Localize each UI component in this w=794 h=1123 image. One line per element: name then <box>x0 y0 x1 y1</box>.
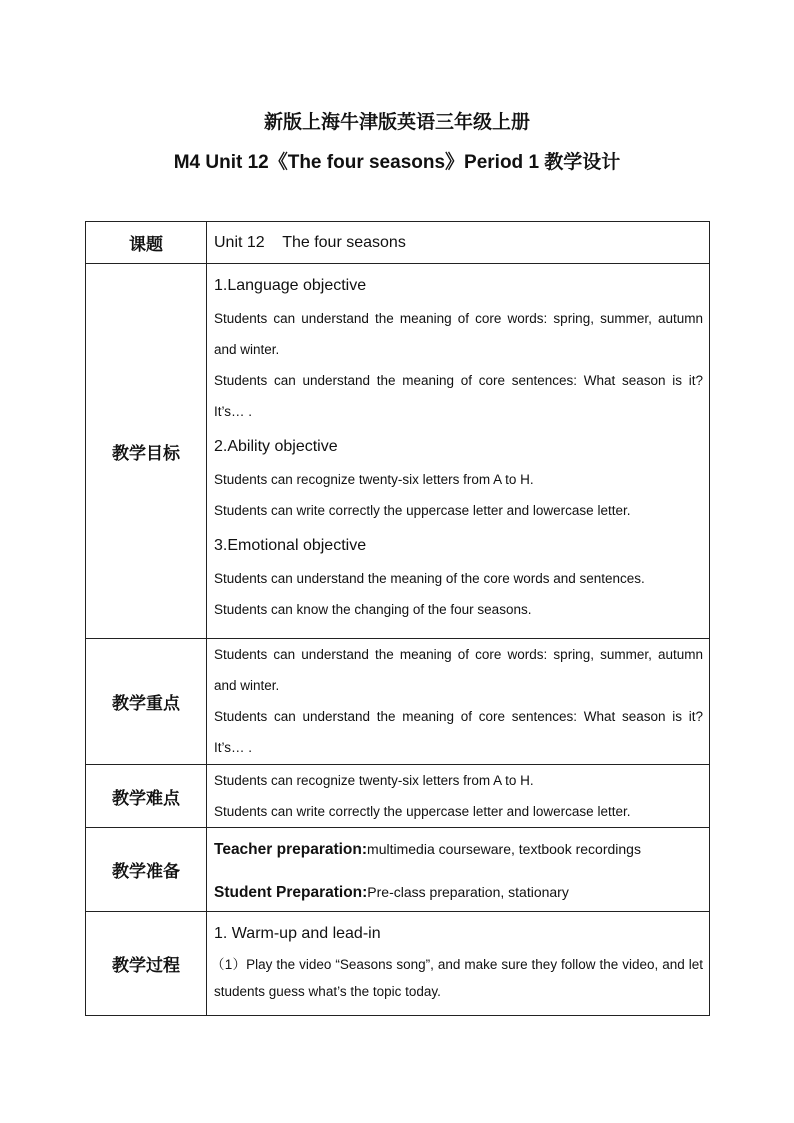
teacher-preparation <box>214 839 703 860</box>
row-objectives <box>86 264 710 639</box>
lesson-plan-table <box>85 221 710 1016</box>
label-process: 教学过程 <box>86 912 207 1016</box>
difficulties-cell <box>207 765 710 828</box>
row-difficulties <box>86 765 710 828</box>
key-points-text-2: Students can understand the meaning of core sentences: What season is it? It’s… . <box>214 709 703 755</box>
student-preparation <box>214 882 703 903</box>
objectives-cell <box>207 264 710 639</box>
label-difficulties: 教学难点 <box>86 765 207 828</box>
label-preparation: 教学准备 <box>86 828 207 912</box>
key-points-text-1: Students can understand the meaning of core words: spring, summer, autumn and winter. <box>214 647 703 693</box>
row-topic <box>86 222 710 264</box>
preparation-cell <box>207 828 710 912</box>
ability-objective-text-2: Students can write correctly the uppercase letter and lowercase letter. <box>214 503 631 518</box>
student-preparation-key: Student Preparation: <box>214 884 368 901</box>
row-process <box>86 912 710 1016</box>
key-points-cell <box>207 639 710 765</box>
language-objective-text-1: Students can understand the meaning of core words: spring, summer, autumn and winter. <box>214 311 703 357</box>
emotional-objective-text-1: Students can understand the meaning of the core words and sentences. <box>214 571 645 586</box>
label-key-points: 教学重点 <box>86 639 207 765</box>
teacher-preparation-value: multimedia courseware, textbook recordings <box>367 841 641 857</box>
difficulties-text-2: Students can write correctly the uppercase letter and lowercase letter. <box>214 804 631 819</box>
language-objective-heading: 1.Language objective <box>214 277 367 294</box>
row-preparation <box>86 828 710 912</box>
student-preparation-value: Pre-class preparation, stationary <box>367 884 569 900</box>
difficulties-text-1: Students can recognize twenty-six letters from A to H. <box>214 773 534 788</box>
teacher-preparation-key: Teacher preparation: <box>214 841 368 858</box>
topic-value: Unit 12 The four seasons <box>214 233 406 251</box>
emotional-objective-heading: 3.Emotional objective <box>214 537 367 554</box>
document-title: 新版上海牛津版英语三年级上册 <box>263 112 530 133</box>
emotional-objective-text-2: Students can know the changing of the four seasons. <box>214 602 532 617</box>
label-objectives: 教学目标 <box>86 264 207 639</box>
process-cell <box>207 912 710 1016</box>
language-objective-text-2: Students can understand the meaning of core sentences: What season is it? It’s… . <box>214 373 703 419</box>
ability-objective-heading: 2.Ability objective <box>214 438 338 455</box>
ability-objective-text-1: Students can recognize twenty-six letters from A to H. <box>214 472 534 487</box>
document-subtitle: M4 Unit 12《The four seasons》Period 1 教学设计 <box>173 152 621 173</box>
topic-cell <box>207 222 710 264</box>
warmup-step-1: （1）Play the video “Seasons song”, and make sure they follow the video, and let students guess what’s the topic today. <box>211 957 703 999</box>
label-topic: 课题 <box>86 222 207 264</box>
warmup-heading: 1. Warm-up and lead-in <box>214 925 381 942</box>
row-key-points <box>86 639 710 765</box>
